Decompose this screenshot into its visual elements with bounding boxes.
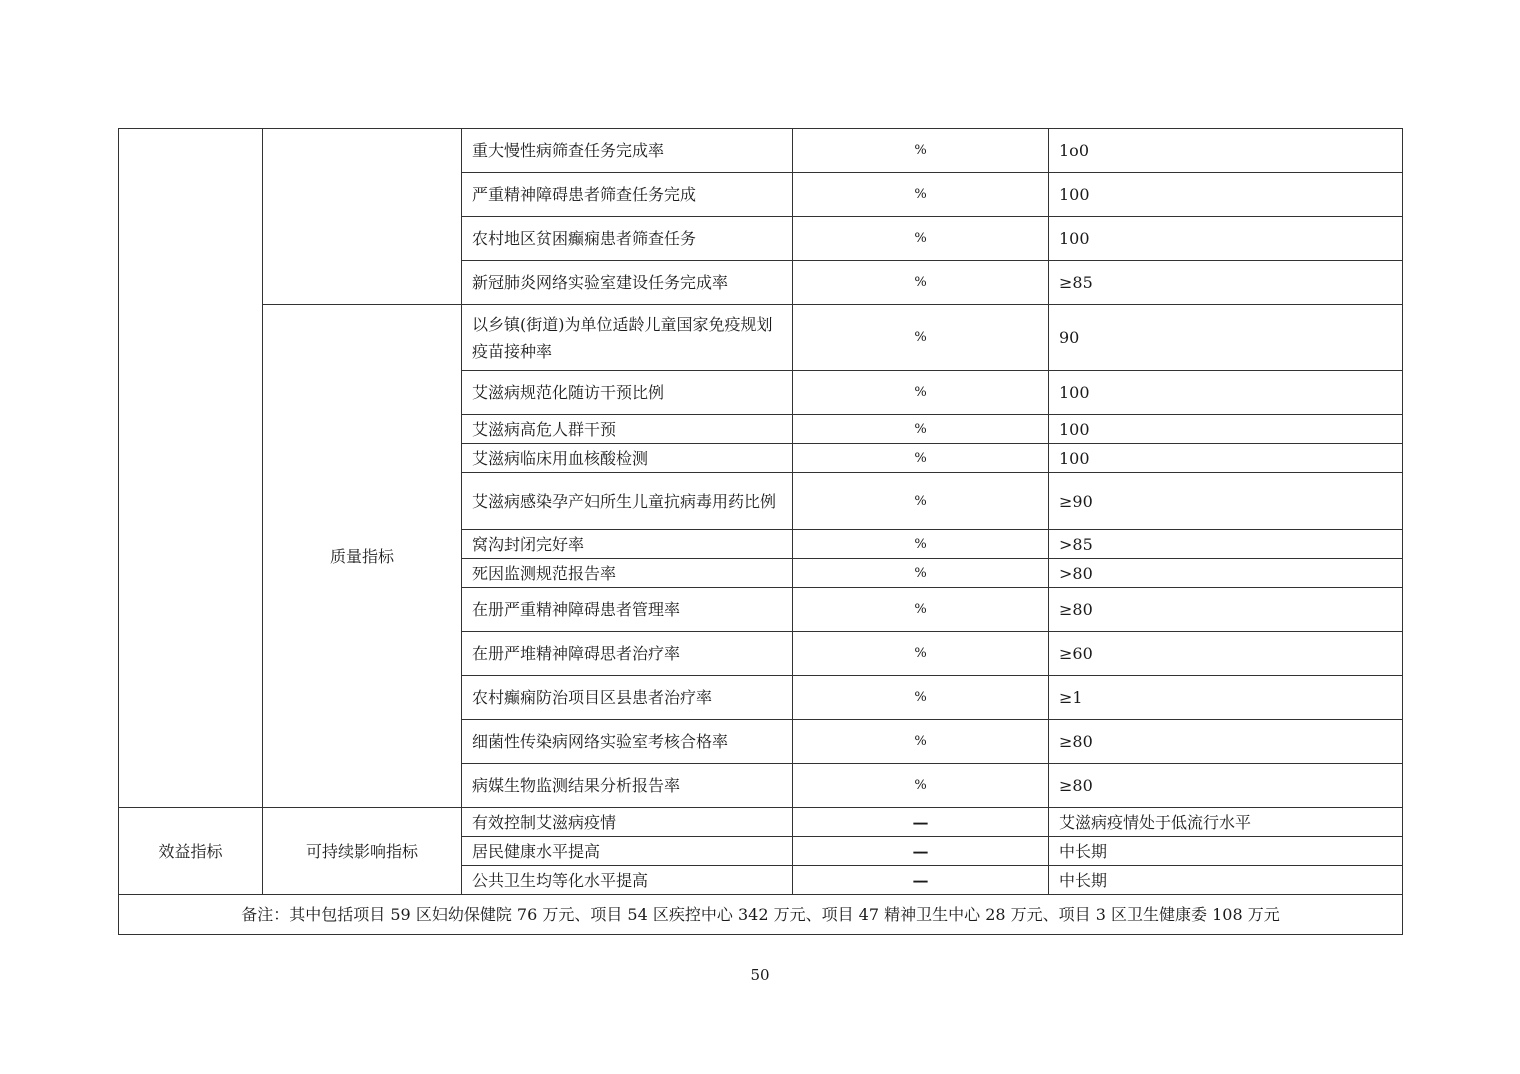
indicator-name: 在册严堆精神障碍思者治疗率 xyxy=(462,632,793,676)
indicator-value: ≥60 xyxy=(1049,632,1403,676)
sustainability-indicator-label: 可持续影响指标 xyxy=(263,808,462,895)
indicator-name: 艾滋病规范化随访干预比例 xyxy=(462,371,793,415)
indicator-name: 病媒生物监测结果分析报告率 xyxy=(462,764,793,808)
indicator-name: 艾滋病高危人群干预 xyxy=(462,415,793,444)
indicator-name: 农村地区贫困癫痫患者筛查任务 xyxy=(462,217,793,261)
indicator-unit: % xyxy=(793,676,1049,720)
indicator-name: 重大慢性病筛查任务完成率 xyxy=(462,129,793,173)
table-row xyxy=(119,305,1403,371)
table-row xyxy=(119,808,1403,837)
table-note: 备注：其中包括项目 59 区妇幼保健院 76 万元、项目 54 区疾控中心 342 万元、项目 47 精神卫生中心 28 万元、项目 3 区卫生健康委 108 万元 xyxy=(119,895,1403,935)
indicator-unit: % xyxy=(793,530,1049,559)
indicator-name: 窝沟封闭完好率 xyxy=(462,530,793,559)
indicator-name: 农村癫痫防治项目区县患者治疗率 xyxy=(462,676,793,720)
quality-indicator-label: 质量指标 xyxy=(263,305,462,808)
indicator-value: 100 xyxy=(1049,444,1403,473)
indicator-name: 以乡镇(街道)为单位适龄儿童国家免疫规划疫苗接种率 xyxy=(462,305,793,371)
indicator-value: ≥1 xyxy=(1049,676,1403,720)
table-row xyxy=(119,129,1403,173)
indicator-unit: — xyxy=(793,808,1049,837)
indicator-unit: % xyxy=(793,632,1049,676)
indicator-unit: % xyxy=(793,173,1049,217)
indicator-value: ≥85 xyxy=(1049,261,1403,305)
indicator-unit: % xyxy=(793,261,1049,305)
indicator-value: ≥80 xyxy=(1049,720,1403,764)
indicator-unit: % xyxy=(793,415,1049,444)
indicator-value: ≥80 xyxy=(1049,588,1403,632)
indicator-value: ≥90 xyxy=(1049,473,1403,530)
indicator-name: 艾滋病临床用血核酸检测 xyxy=(462,444,793,473)
indicator-value: ≥80 xyxy=(1049,764,1403,808)
indicator-unit: % xyxy=(793,764,1049,808)
indicator-name: 死因监测规范报告率 xyxy=(462,559,793,588)
level2-category-cell xyxy=(263,129,462,305)
indicator-name: 公共卫生均等化水平提高 xyxy=(462,866,793,895)
indicator-value: >85 xyxy=(1049,530,1403,559)
indicator-name: 有效控制艾滋病疫情 xyxy=(462,808,793,837)
indicator-unit: — xyxy=(793,866,1049,895)
indicator-value: 艾滋病疫情处于低流行水平 xyxy=(1049,808,1403,837)
performance-indicator-table xyxy=(118,128,1403,935)
indicator-unit: % xyxy=(793,371,1049,415)
indicator-name: 新冠肺炎网络实验室建设任务完成率 xyxy=(462,261,793,305)
page-number: 50 xyxy=(750,966,770,984)
indicator-name: 在册严重精神障碍患者管理率 xyxy=(462,588,793,632)
level1-category-cell xyxy=(119,129,263,808)
indicator-name: 艾滋病感染孕产妇所生儿童抗病毒用药比例 xyxy=(462,473,793,530)
indicator-unit: % xyxy=(793,559,1049,588)
indicator-value: 中长期 xyxy=(1049,837,1403,866)
indicator-value: 100 xyxy=(1049,415,1403,444)
indicator-value: 中长期 xyxy=(1049,866,1403,895)
table-row xyxy=(119,895,1403,935)
indicator-value: >80 xyxy=(1049,559,1403,588)
indicator-name: 严重精神障碍患者筛查任务完成 xyxy=(462,173,793,217)
indicator-value: 100 xyxy=(1049,371,1403,415)
indicator-value: 90 xyxy=(1049,305,1403,371)
indicator-name: 居民健康水平提高 xyxy=(462,837,793,866)
indicator-unit: % xyxy=(793,217,1049,261)
indicator-unit: % xyxy=(793,305,1049,371)
indicator-unit: % xyxy=(793,720,1049,764)
indicator-unit: — xyxy=(793,837,1049,866)
indicator-value: 100 xyxy=(1049,173,1403,217)
indicator-value: 100 xyxy=(1049,217,1403,261)
benefit-indicator-label: 效益指标 xyxy=(119,808,263,895)
indicator-name: 细菌性传染病网络实验室考核合格率 xyxy=(462,720,793,764)
indicator-unit: % xyxy=(793,588,1049,632)
indicator-unit: % xyxy=(793,129,1049,173)
indicator-unit: % xyxy=(793,444,1049,473)
indicator-value: 1o0 xyxy=(1049,129,1403,173)
indicator-unit: % xyxy=(793,473,1049,530)
